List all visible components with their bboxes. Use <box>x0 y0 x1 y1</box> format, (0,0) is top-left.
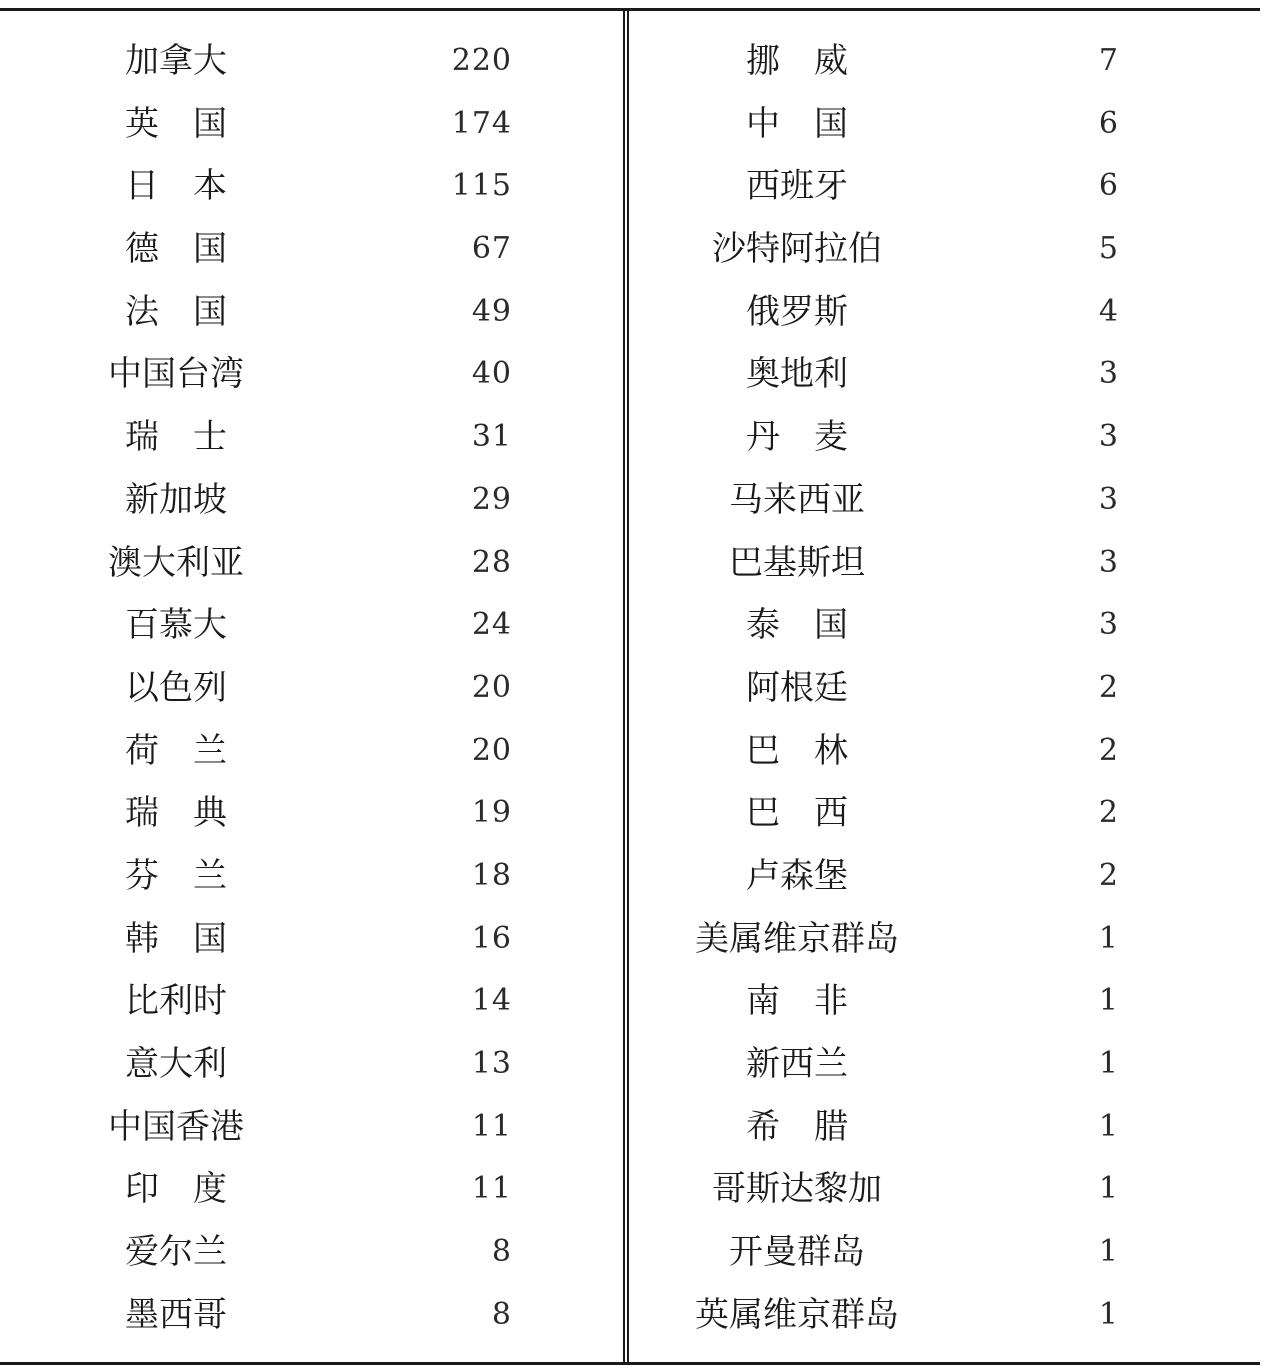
table-row <box>0 782 623 845</box>
country-name: 哥斯达黎加 <box>712 1169 882 1210</box>
country-name: 英 国 <box>125 103 227 144</box>
country-count: 3 <box>1098 356 1119 392</box>
country-name: 韩 国 <box>125 918 227 959</box>
country-count: 1 <box>1098 1171 1119 1207</box>
country-name: 加拿大 <box>125 41 227 81</box>
country-name: 法 国 <box>125 291 227 332</box>
table-row <box>629 469 1260 532</box>
country-name: 印 度 <box>125 1169 227 1210</box>
table-row <box>629 657 1260 720</box>
country-name: 美属维京群岛 <box>695 918 899 959</box>
table-row <box>629 281 1260 344</box>
country-count: 3 <box>1098 544 1119 580</box>
left-column <box>0 30 623 1346</box>
table-row <box>629 406 1260 469</box>
country-count: 115 <box>451 168 512 204</box>
table-row <box>629 1284 1260 1347</box>
country-count: 1 <box>1098 1108 1119 1144</box>
country-count: 28 <box>471 544 512 580</box>
country-name: 希 腊 <box>746 1106 848 1147</box>
table-row <box>0 155 623 218</box>
country-count: 40 <box>471 356 512 392</box>
country-count-table <box>0 8 1260 1365</box>
country-name: 日 本 <box>125 166 227 207</box>
country-count: 13 <box>471 1046 512 1081</box>
country-name: 瑞 士 <box>125 417 227 458</box>
country-name: 墨西哥 <box>125 1294 227 1335</box>
country-name: 芬 兰 <box>125 855 227 896</box>
table-row <box>0 281 623 344</box>
country-name: 沙特阿拉伯 <box>712 229 882 270</box>
country-name: 英属维京群岛 <box>695 1294 899 1335</box>
country-count: 19 <box>471 795 512 831</box>
country-count: 6 <box>1098 168 1119 204</box>
country-name: 中国香港 <box>108 1106 244 1147</box>
table-row <box>0 93 623 156</box>
right-column <box>629 30 1260 1346</box>
country-name: 中 国 <box>746 103 848 144</box>
country-count: 174 <box>451 105 512 141</box>
country-count: 24 <box>471 607 512 643</box>
country-count: 18 <box>471 857 512 893</box>
country-name: 以色列 <box>125 667 227 708</box>
country-count: 16 <box>471 920 512 956</box>
table-row <box>0 657 623 720</box>
table-row <box>629 93 1260 156</box>
country-count: 2 <box>1098 732 1119 768</box>
table-row <box>0 1221 623 1284</box>
table-row <box>629 594 1260 657</box>
country-count: 1 <box>1098 1296 1119 1332</box>
table-row <box>0 532 623 595</box>
table-row <box>0 30 623 93</box>
country-name: 卢森堡 <box>746 855 848 896</box>
table-row <box>629 343 1260 406</box>
country-count: 67 <box>471 231 512 267</box>
country-count: 8 <box>491 1296 512 1332</box>
table-row <box>629 1158 1260 1221</box>
country-count: 14 <box>471 983 512 1019</box>
table-row <box>0 343 623 406</box>
country-count: 1 <box>1098 1046 1119 1081</box>
table-row <box>629 782 1260 845</box>
country-name: 意大利 <box>125 1044 227 1084</box>
table-row <box>0 1033 623 1096</box>
country-count: 3 <box>1098 607 1119 643</box>
table-row <box>0 970 623 1033</box>
country-name: 马来西亚 <box>729 479 865 520</box>
country-name: 百慕大 <box>125 605 227 646</box>
table-row <box>629 155 1260 218</box>
country-name: 中国台湾 <box>108 354 244 395</box>
country-count: 49 <box>471 293 512 329</box>
country-count: 8 <box>491 1234 512 1270</box>
country-count: 2 <box>1098 795 1119 831</box>
country-count: 1 <box>1098 920 1119 956</box>
country-count: 11 <box>471 1108 512 1144</box>
table-row <box>629 908 1260 971</box>
country-name: 澳大利亚 <box>108 542 244 583</box>
table-row <box>0 908 623 971</box>
table-row <box>0 1284 623 1347</box>
country-name: 泰 国 <box>746 605 848 646</box>
table-row <box>629 1221 1260 1284</box>
table-row <box>629 532 1260 595</box>
country-name: 荷 兰 <box>125 730 227 771</box>
country-count: 29 <box>471 481 512 517</box>
country-count: 20 <box>471 732 512 768</box>
country-count: 20 <box>471 669 512 705</box>
table-row <box>629 1033 1260 1096</box>
country-count: 6 <box>1098 105 1119 141</box>
country-name: 新加坡 <box>125 479 227 520</box>
country-count: 4 <box>1098 293 1119 329</box>
table-row <box>0 1158 623 1221</box>
table-row <box>0 594 623 657</box>
country-count: 1 <box>1098 983 1119 1019</box>
country-name: 瑞 典 <box>125 793 227 834</box>
table-row <box>0 218 623 281</box>
country-name: 阿根廷 <box>746 667 848 708</box>
country-name: 德 国 <box>125 229 227 270</box>
table-row <box>0 845 623 908</box>
country-name: 比利时 <box>125 981 227 1022</box>
country-name: 巴 林 <box>746 730 848 771</box>
table-row <box>629 218 1260 281</box>
table-row <box>0 406 623 469</box>
country-count: 7 <box>1098 43 1119 78</box>
table-row <box>0 720 623 783</box>
table-row <box>629 845 1260 908</box>
table-row <box>629 30 1260 93</box>
country-name: 丹 麦 <box>746 417 848 458</box>
table-row <box>629 1096 1260 1159</box>
country-count: 1 <box>1098 1234 1119 1270</box>
country-count: 2 <box>1098 857 1119 893</box>
country-name: 爱尔兰 <box>125 1232 227 1273</box>
country-name: 开曼群岛 <box>729 1232 865 1273</box>
country-count: 2 <box>1098 669 1119 705</box>
country-count: 5 <box>1098 231 1119 267</box>
country-name: 西班牙 <box>746 166 848 207</box>
country-count: 11 <box>471 1171 512 1207</box>
country-count: 31 <box>471 419 512 455</box>
country-name: 俄罗斯 <box>746 291 848 332</box>
table-row <box>0 1096 623 1159</box>
country-name: 巴基斯坦 <box>729 542 865 583</box>
country-count: 3 <box>1098 481 1119 517</box>
table-row <box>0 469 623 532</box>
country-name: 新西兰 <box>746 1044 848 1084</box>
country-name: 南 非 <box>746 981 848 1022</box>
table-row <box>629 970 1260 1033</box>
country-count: 220 <box>451 43 512 78</box>
country-count: 3 <box>1098 419 1119 455</box>
table-row <box>629 720 1260 783</box>
country-name: 巴 西 <box>746 793 848 834</box>
country-name: 奥地利 <box>746 354 848 395</box>
country-name: 挪 威 <box>746 41 848 81</box>
